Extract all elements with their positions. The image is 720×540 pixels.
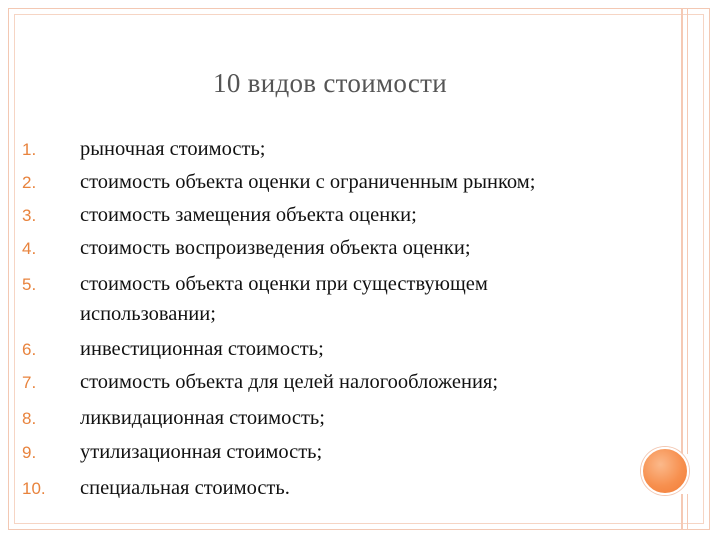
- list-item-text: стоимость воспроизведения объекта оценки;: [80, 237, 471, 259]
- list-item-number: 1.: [22, 140, 37, 159]
- decor-circle: [641, 447, 689, 495]
- list-item-text: стоимость объекта для целей налогообложения;: [80, 371, 499, 393]
- list-item-text: ликвидационная стоимость;: [80, 407, 325, 429]
- list-item-number: 3.: [22, 206, 37, 225]
- decor-rail-line: [681, 494, 683, 530]
- decor-rail-line: [681, 8, 683, 454]
- decor-rail-line: [687, 494, 688, 530]
- list-item-number: 4.: [22, 239, 37, 258]
- list-item-number: 7.: [22, 373, 37, 392]
- list-item-text: инвестиционная стоимость;: [80, 338, 324, 360]
- list-item-number: 10.: [22, 479, 46, 498]
- list-item-text: специальная стоимость.: [80, 477, 290, 499]
- decor-rail-line: [687, 8, 688, 454]
- list-item-number: 8.: [22, 409, 37, 428]
- list-item-text-continuation: использовании;: [80, 303, 216, 325]
- slide-title: [0, 68, 660, 99]
- list-item-number: 2.: [22, 173, 37, 192]
- slide-title-text: 10 видов стоимости: [213, 68, 447, 98]
- list-item-number: 6.: [22, 340, 37, 359]
- list-item-text: стоимость объекта оценки при существующем: [80, 273, 488, 295]
- list-item-text: стоимость объекта оценки с ограниченным рынком;: [80, 171, 536, 193]
- list-item-text: рыночная стоимость;: [80, 138, 266, 160]
- list-item-number: 9.: [22, 443, 37, 462]
- list-item-text: стоимость замещения объекта оценки;: [80, 204, 417, 226]
- list-item-text: утилизационная стоимость;: [80, 441, 323, 463]
- list-item-number: 5.: [22, 275, 37, 294]
